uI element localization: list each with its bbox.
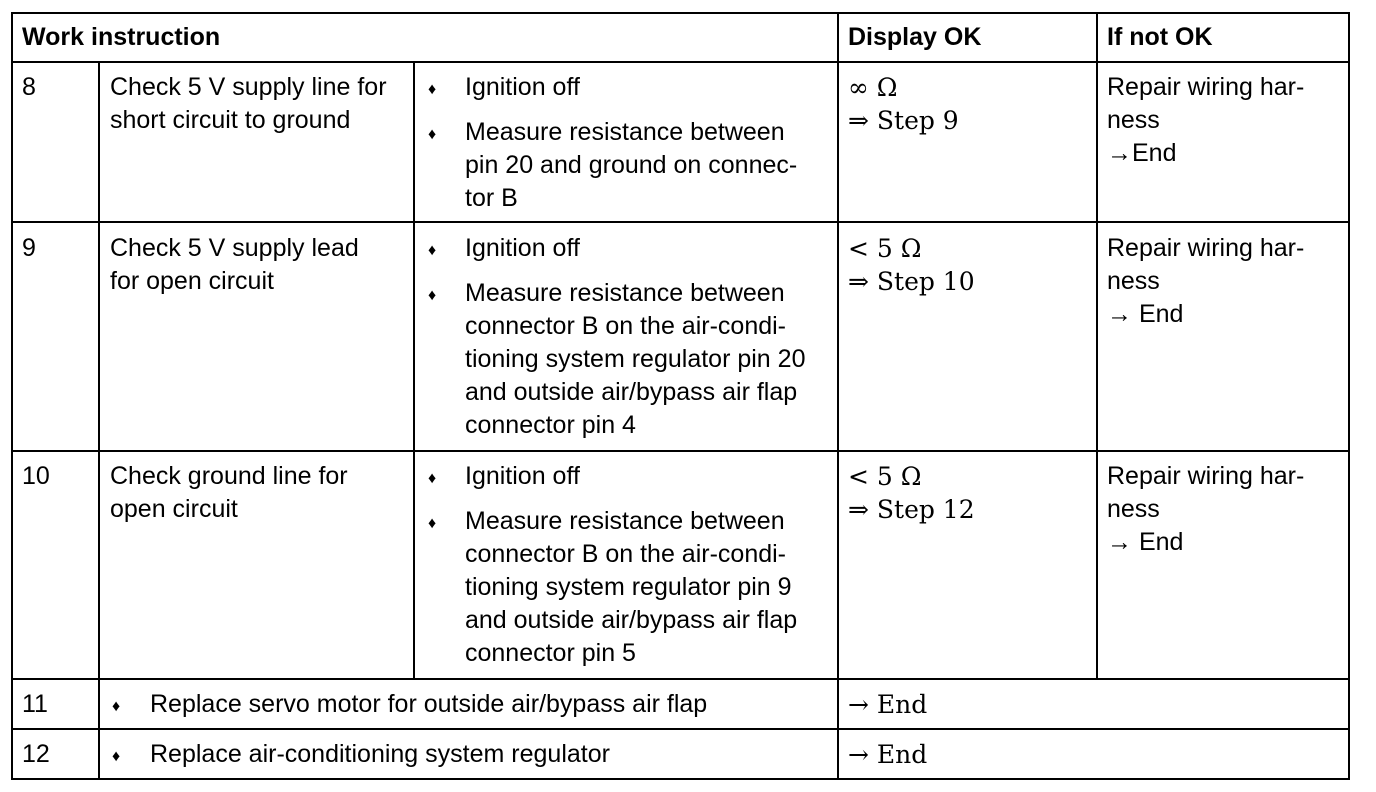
display-ok-next-step: ⇒ Step 9 [848, 106, 959, 135]
check-description: Check 5 V supply line for short circuit to ground [110, 73, 387, 134]
display-ok-value: < 5 Ω [848, 462, 922, 491]
header-if-not-ok: If not OK [1107, 23, 1213, 51]
display-ok-value: ∞ Ω [848, 73, 898, 102]
bullet-icon: ♦ [428, 242, 437, 259]
bullet-icon: ♦ [428, 287, 437, 304]
check-description: Check 5 V supply lead for open circuit [110, 234, 359, 295]
header-work-instruction: Work instruction [22, 23, 221, 51]
check-description: Check ground line for open circuit [110, 462, 348, 523]
bullet-icon: ♦ [428, 126, 437, 143]
bullet-icon: ♦ [428, 515, 437, 532]
display-ok-next-step: ⇒ Step 12 [848, 495, 975, 524]
action-item: Measure resistance between pin 20 and ground on connec- tor B [465, 118, 798, 212]
if-not-ok-action: Repair wiring har- ness → End [1107, 462, 1305, 556]
action-item: Ignition off [465, 234, 580, 262]
bullet-icon: ♦ [428, 470, 437, 487]
action-item: Replace air-conditioning system regulator [150, 740, 610, 768]
action-item: Ignition off [465, 462, 580, 490]
action-item: Replace servo motor for outside air/bypass air flap [150, 690, 708, 718]
bullet-icon: ♦ [112, 698, 121, 715]
action-item: Measure resistance between connector B on the air-condi- tioning system regulator pin 9 and outside air/bypass air flap connector pin 5 [465, 507, 798, 667]
step-number: 10 [22, 462, 50, 490]
bullet-icon: ♦ [112, 748, 121, 765]
display-ok-next-step: ⇒ Step 10 [848, 267, 975, 296]
step-number: 8 [22, 73, 36, 101]
if-not-ok-action: Repair wiring har- ness →End [1107, 73, 1305, 167]
header-display-ok: Display OK [848, 23, 982, 51]
action-item: Measure resistance between connector B on the air-condi- tioning system regulator pin 20 and outside air/bypass air flap connector pin 4 [465, 279, 806, 439]
result-next-step: → End [848, 740, 928, 769]
display-ok-value: < 5 Ω [848, 234, 922, 263]
step-number: 9 [22, 234, 36, 262]
step-number: 12 [22, 740, 50, 768]
bullet-icon: ♦ [428, 81, 437, 98]
action-item: Ignition off [465, 73, 580, 101]
if-not-ok-action: Repair wiring har- ness → End [1107, 234, 1305, 328]
step-number: 11 [22, 690, 48, 718]
result-next-step: → End [848, 690, 928, 719]
